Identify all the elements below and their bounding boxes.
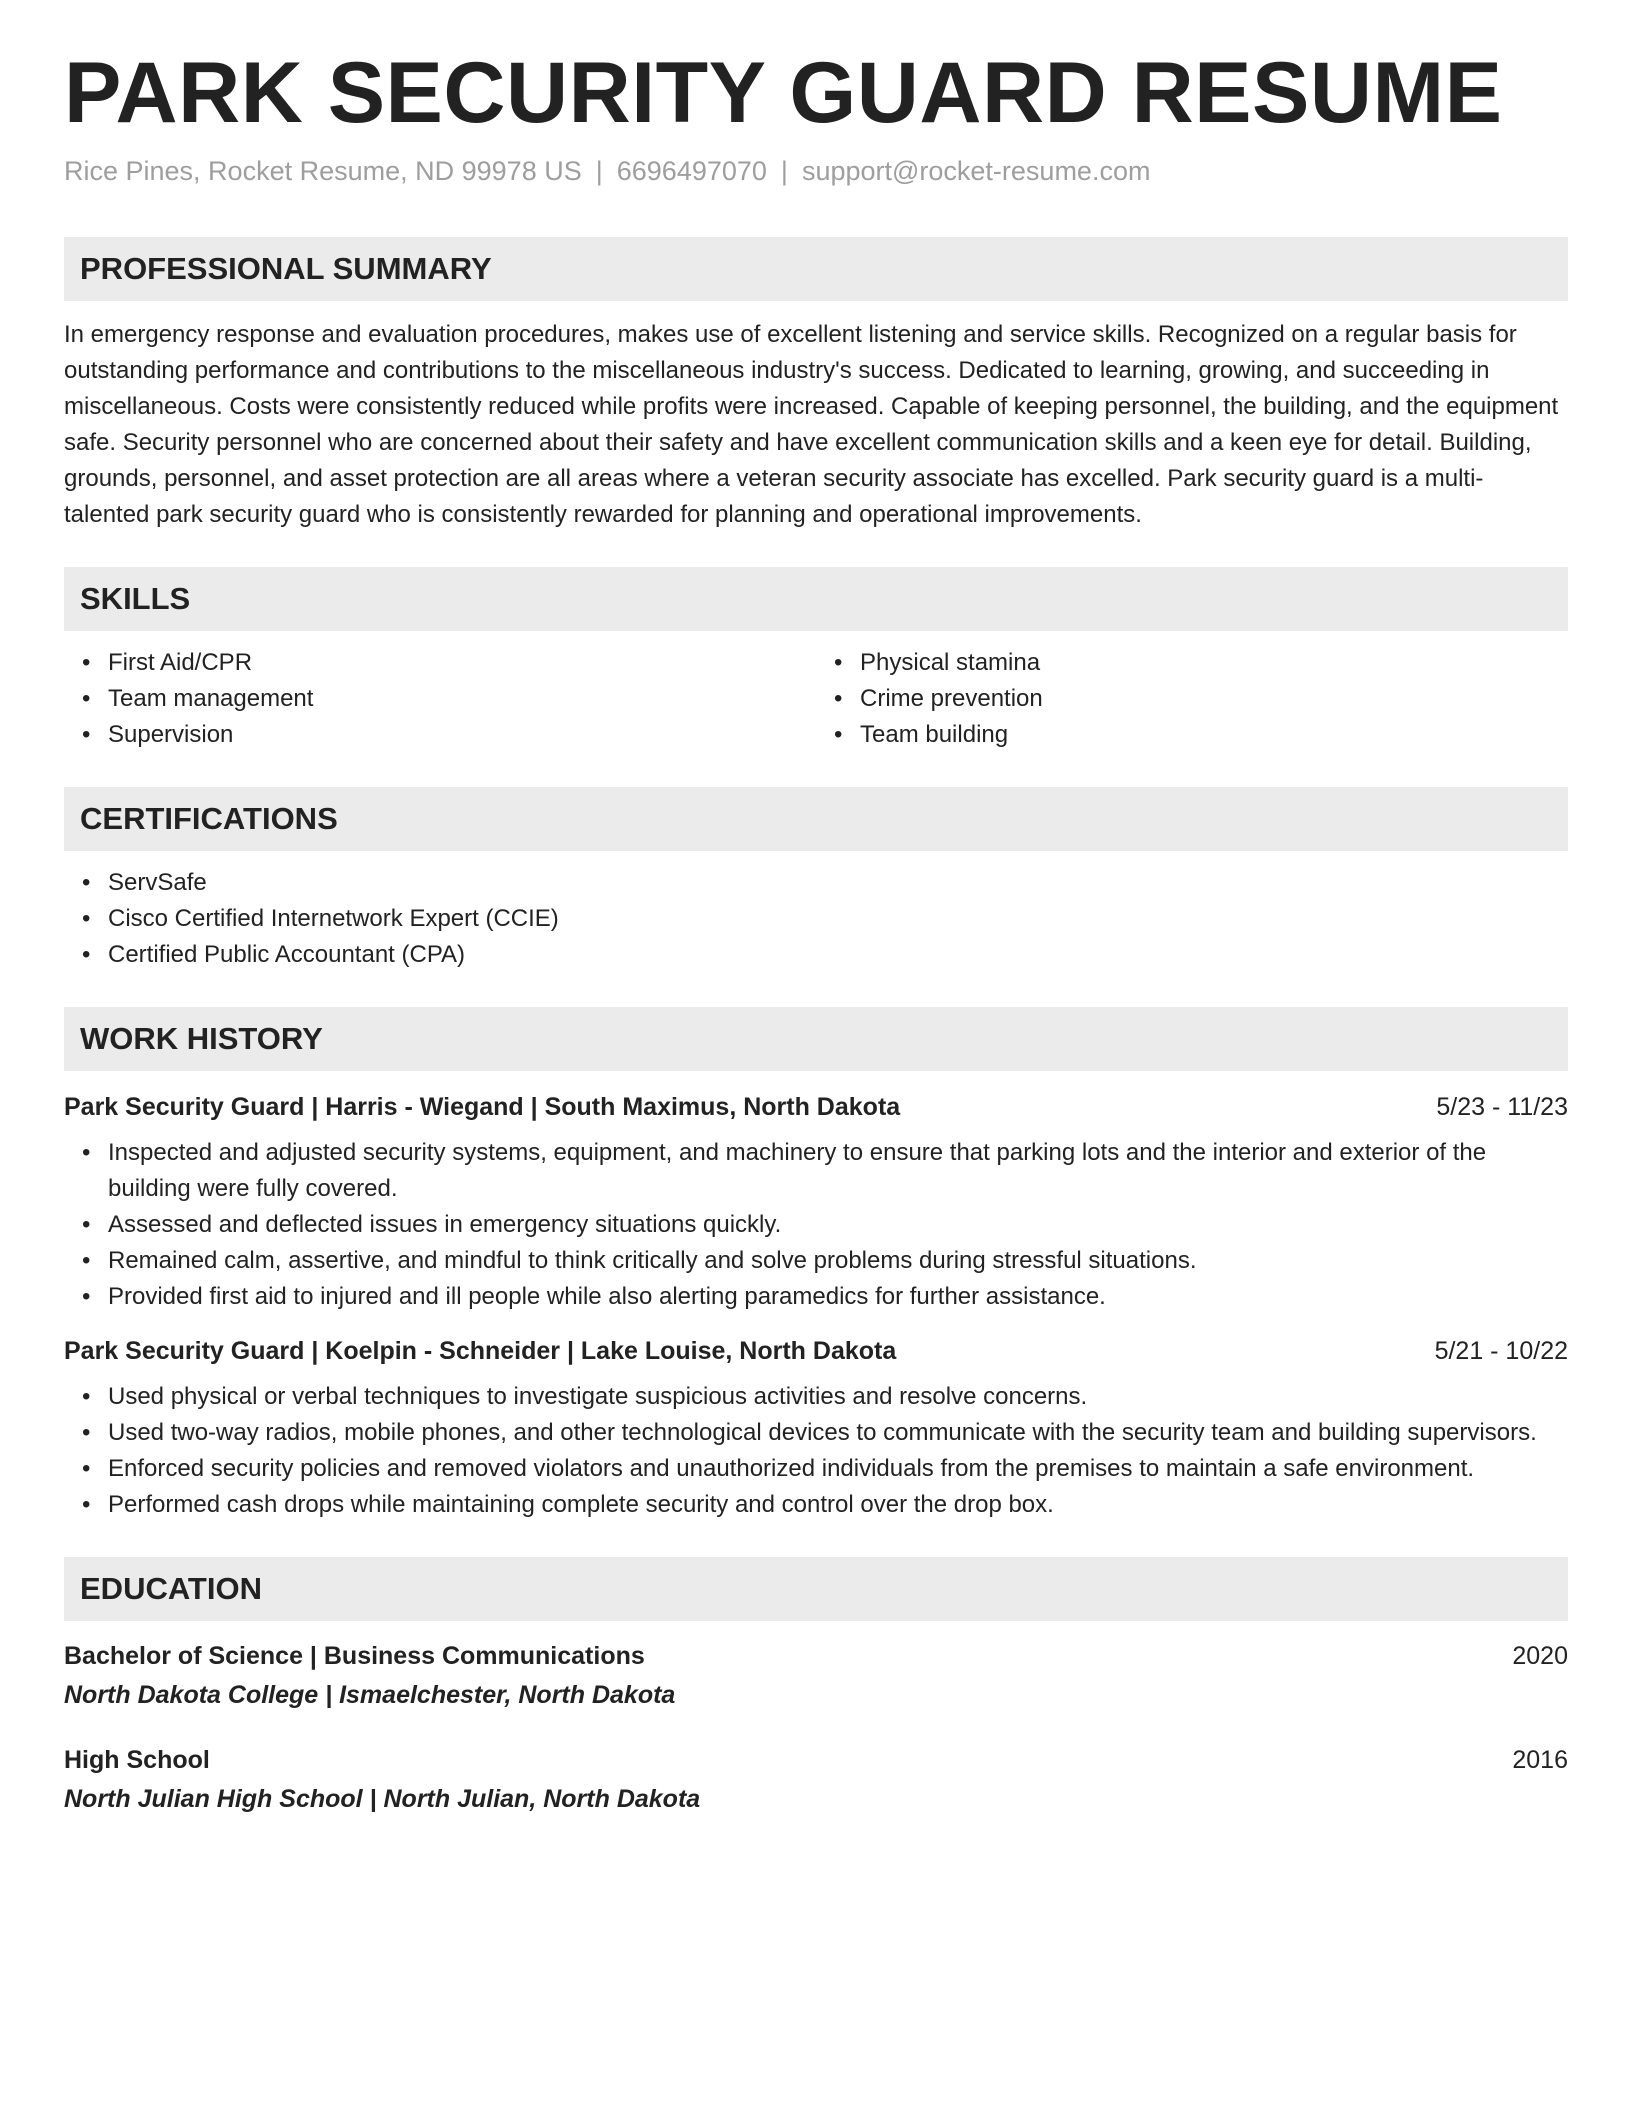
skill-item: • First Aid/CPR (108, 645, 816, 681)
job-entry (64, 1089, 1568, 1315)
job-entry (64, 1333, 1568, 1523)
summary-section (64, 237, 1568, 533)
job-duty: • Enforced security policies and removed violators and unauthorized individuals from the premises to maintain a safe environment. (108, 1451, 1568, 1487)
job-duties (64, 1379, 1568, 1523)
work-history-section (64, 1007, 1568, 1523)
education-school: North Dakota College | Ismaelchester, North Dakota (64, 1681, 676, 1710)
skill-item: • Team management (108, 681, 816, 717)
job-duty: • Used physical or verbal techniques to investigate suspicious activities and resolve concerns. (108, 1379, 1568, 1415)
job-duty: • Provided first aid to injured and ill people while also alerting paramedics for further assistance. (108, 1279, 1568, 1315)
skills-list-right (816, 645, 1568, 753)
skills-grid (64, 631, 1568, 753)
education-entry (64, 1637, 1568, 1715)
job-duty: • Remained calm, assertive, and mindful to think critically and solve problems during stressful situations. (108, 1243, 1568, 1279)
education-degree: Bachelor of Science | Business Communications (64, 1642, 645, 1671)
contact-separator: | (780, 156, 788, 187)
certification-item: • Cisco Certified Internetwork Expert (CCIE) (108, 901, 1568, 937)
skill-item: • Supervision (108, 717, 816, 753)
job-duty: • Assessed and deflected issues in emergency situations quickly. (108, 1207, 1568, 1243)
contact-phone: 6696497070 (616, 156, 767, 187)
skills-list-left (64, 645, 816, 753)
resume-page (64, 45, 1568, 1819)
job-title: Park Security Guard | Harris - Wiegand | South Maximus, North Dakota (64, 1093, 901, 1122)
skill-item: • Team building (860, 717, 1568, 753)
job-header (64, 1333, 1568, 1369)
skill-item: • Physical stamina (860, 645, 1568, 681)
certifications-heading: CERTIFICATIONS (64, 787, 1568, 851)
job-dates: 5/21 - 10/22 (1434, 1337, 1568, 1366)
education-row (64, 1637, 1568, 1675)
job-duty: • Performed cash drops while maintaining complete security and control over the drop box. (108, 1487, 1568, 1523)
job-title: Park Security Guard | Koelpin - Schneider | Lake Louise, North Dakota (64, 1337, 897, 1366)
job-dates: 5/23 - 11/23 (1436, 1093, 1568, 1122)
education-row (64, 1741, 1568, 1779)
job-duty: • Inspected and adjusted security systems, equipment, and machinery to ensure that parking lots and the interior and exterior of the building were fully covered. (108, 1135, 1568, 1207)
certification-item: • Certified Public Accountant (CPA) (108, 937, 1568, 973)
skills-heading: SKILLS (64, 567, 1568, 631)
contact-line (64, 156, 1568, 187)
work-history-heading: WORK HISTORY (64, 1007, 1568, 1071)
contact-separator: | (595, 156, 603, 187)
education-year: 2020 (1512, 1642, 1568, 1671)
job-duty: • Used two-way radios, mobile phones, and other technological devices to communicate with the security team and building supervisors. (108, 1415, 1568, 1451)
education-degree: High School (64, 1746, 210, 1775)
contact-address: Rice Pines, Rocket Resume, ND 99978 US (64, 156, 582, 187)
contact-email: support@rocket-resume.com (801, 156, 1151, 187)
job-header (64, 1089, 1568, 1125)
education-year: 2016 (1512, 1746, 1568, 1775)
summary-heading: PROFESSIONAL SUMMARY (64, 237, 1568, 301)
education-entry (64, 1741, 1568, 1819)
skill-item: • Crime prevention (860, 681, 1568, 717)
education-school: North Julian High School | North Julian, North Dakota (64, 1785, 701, 1814)
education-section (64, 1557, 1568, 1819)
job-duties (64, 1135, 1568, 1315)
certifications-list (64, 865, 1568, 973)
skills-section (64, 567, 1568, 753)
resume-title: PARK SECURITY GUARD RESUME (64, 45, 1503, 141)
summary-text: In emergency response and evaluation procedures, makes use of excellent listening and service skills. Recognized on a regular basis for outstanding performance and contributions to the miscellaneous industry's success. Dedicated to learning, growing, and succeeding in miscellaneous. Costs were consistently reduced while profits were increased. Capable of keeping personnel, the building, and the equipment safe. Security personnel who are concerned about their safety and have excellent communication skills and a keen eye for detail. Building, grounds, personnel, and asset protection are all areas where a veteran security associate has excelled. Park security guard is a multi-talented park security guard who is consistently rewarded for planning and operational improvements. (64, 321, 1559, 529)
certifications-section (64, 787, 1568, 973)
certification-item: • ServSafe (108, 865, 1568, 901)
education-heading: EDUCATION (64, 1557, 1568, 1621)
